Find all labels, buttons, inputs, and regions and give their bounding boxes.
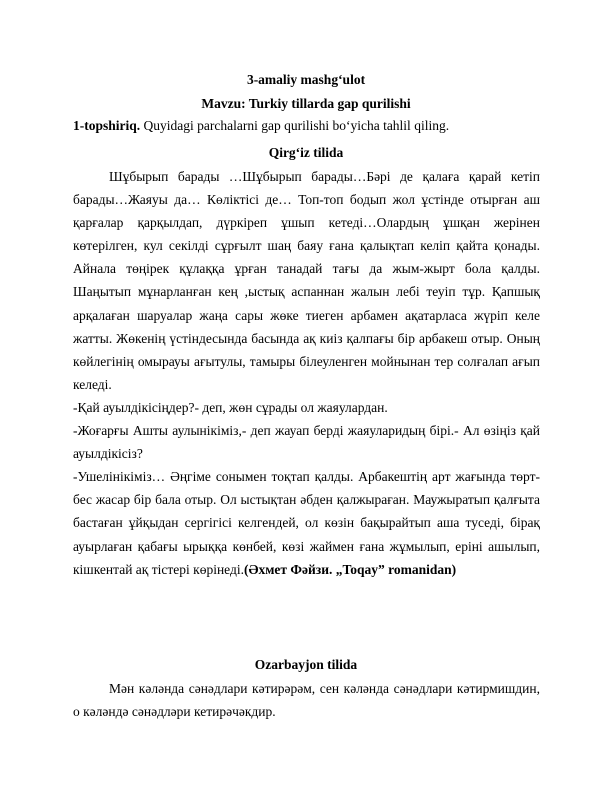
azerbaijani-text-block	[73, 677, 540, 723]
topic-heading: Mavzu: Turkiy tillarda gap qurilishi	[201, 96, 411, 111]
kyrgyz-paragraph-2-text: -Ушелінікіміз… Әңгіме сонымен тоқтап қалды. Арбакештің арт жағында төрт-бес жасар бір бала отыр. Ол ыстықтан әбден қалжыраған. Маужыратып қалғыта бастаған ұйқыдан сергігісі келгендей, ол көзін бақырайтып аша туседі, бірақ ауырлаған қабағы ырыққа көнбей, көзі жаймен ғана жұмылып, ерінi ашылып, кішкентай ақ тістері көрінеді.	[73, 469, 540, 577]
dialogue-line-1: -Қай ауылдікісіңдер?- деп, жөн сұрады ол жаяулардан.	[73, 399, 388, 415]
azerbaijani-paragraph: Мән кәләнда сәнәдлари кәтирәрәм, сен кәләнда сәнәдлари кәтирмишдин, о кәләндә сәнәдләри кетирәчәкдир.	[73, 681, 540, 720]
dialogue-line-2: -Жоғарғы Ашты аулынікіміз,- деп жауап берді жаяуларидың бірі.- Ал өзіңіз қай ауылдікісіз?	[73, 423, 540, 462]
task-instruction	[73, 118, 449, 134]
kyrgyz-paragraph-1: Шұбырып барады …Шұбырып барады…Бәрі де қалаға қарай кетіп барады…Жаяуы да… Көліктісі де… Топ-топ бодып жол ұстінде отырған аш қарғалар қарқылдап, дүркіреп ұшып кетеді…Олардың ұшқан жерінен көтерілген, кул секілді сұрғылт шаң баяу ғана қалықтап келіп қайта қонады. Айнала төңірек құлаққа ұрған танадай тағы да жым-жырт бола қалды. Шаңытып мұнарланған кең ,ыстық аспаннан жалын лебі теуіп тұр. Қапшық арқалаған шаруалар жаңа сары жөке тиеген арбамен ақатарласа жүріп келе жатты. Жөкенің үстіндесында басында ақ киіз қалпағы бір арбакеш отыр. Оның көйлегінің омырауы ағытулы, тамыры білеуленген мойнынан тер солғалап ағып келеді.	[73, 169, 540, 392]
task-text: Quyidagi parchalarni gap qurilishi bo‘yicha tahlil qiling.	[140, 118, 450, 133]
kyrgyz-text-block	[73, 165, 540, 581]
source-citation: (Әхмет Фәйзи. „Toqay” romanidan)	[243, 561, 457, 577]
task-label: 1-topshiriq.	[73, 118, 141, 133]
kyrgyz-heading: Qirg‘iz tilida	[268, 145, 344, 160]
page-title: 3-amaliy mashg‘ulot	[246, 72, 366, 87]
azerbaijani-heading: Ozarbayjon tilida	[254, 657, 358, 672]
kyrgyz-paragraph-2	[73, 465, 540, 580]
